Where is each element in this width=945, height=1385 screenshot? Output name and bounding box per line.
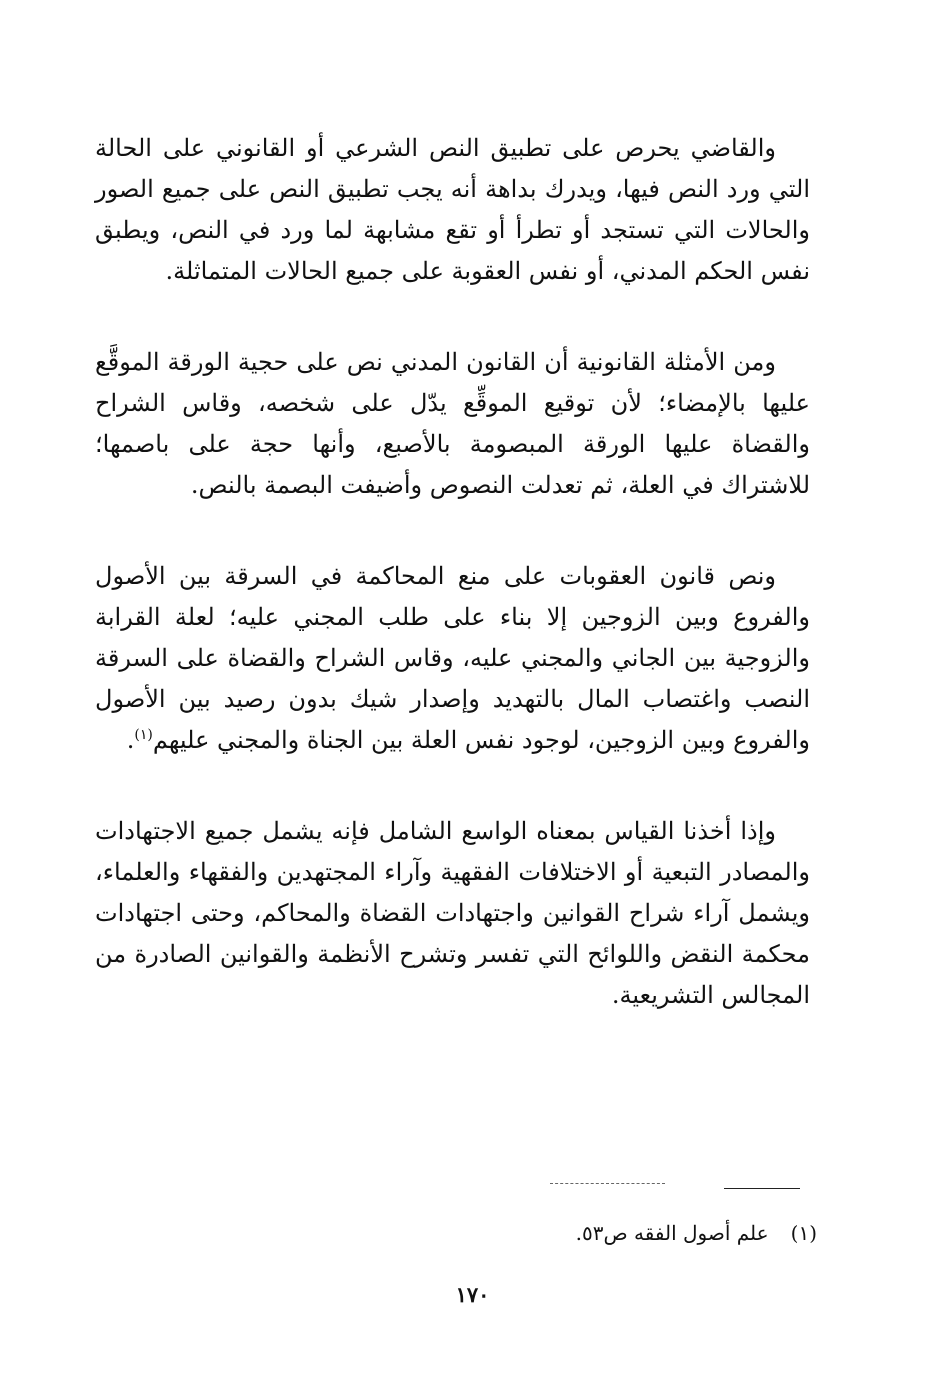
paragraph-analogy-judge: والقاضي يحرص على تطبيق النص الشرعي أو القانوني على الحالة التي ورد النص فيها، ويدرك بداهة أنه يجب تطبيق النص على جميع الصور والحالات التي تستجد أو تطرأ أو تقع مشابهة لما ورد في النص، ويطبق نفس الحكم المدني، أو نفس العقوبة على جميع الحالات المتماثلة. [95,134,810,285]
paragraph-broad-analogy: وإذا أخذنا القياس بمعناه الواسع الشامل فإنه يشمل جميع الاجتهادات والمصادر التبعية أو الاختلافات الفقهية وآراء المجتهدين والفقهاء والعلماء، ويشمل آراء شراح القوانين واجتهادات القضاة والمحاكم، وحتى اجتهادات محكمة النقض واللوائح التي تفسر وتشرح الأنظمة والقوانين الصادرة من المجالس التشريعية. [95,817,810,1009]
main-text [95,128,810,1016]
footnote-reference[interactable]: (١) [134,727,153,743]
footnote-number: (١) [790,1221,817,1245]
paragraph-end-period: . [126,726,135,754]
footnote [576,1218,817,1248]
paragraph-penal-law-text: ونص قانون العقوبات على منع المحاكمة في السرقة بين الأصول والفروع وبين الزوجين إلا بناء على طلب المجني عليه؛ لعلة القرابة والزوجية بين الجاني والمجني عليه، وقاس الشراح والقضاة على السرقة النصب واغتصاب المال بالتهديد وإصدار شيك بدون رصيد بين الأصول والفروع وبين الزوجين، لوجود نفس العلة بين الجناة والمجني عليهم [95,562,810,754]
page-number: ١٧٠ [455,1282,490,1307]
footnote-separator [724,1188,800,1189]
footnote-separator-dashed [550,1183,665,1184]
footnote-text: علم أصول الفقه ص٥٣. [575,1221,769,1245]
paragraph-civil-law-example: ومن الأمثلة القانونية أن القانون المدني نص على حجية الورقة الموقَّع عليها بالإمضاء؛ لأن توقيع الموقِّع يدّل على شخصه، وقاس الشراح والقضاة عليها الورقة المبصومة بالأصبع، وأنها حجة على باصمها؛ للاشتراك في العلة، ثم تعدلت النصوص وأضيفت البصمة بالنص. [95,348,810,499]
paragraph-penal-law-example [95,556,810,761]
